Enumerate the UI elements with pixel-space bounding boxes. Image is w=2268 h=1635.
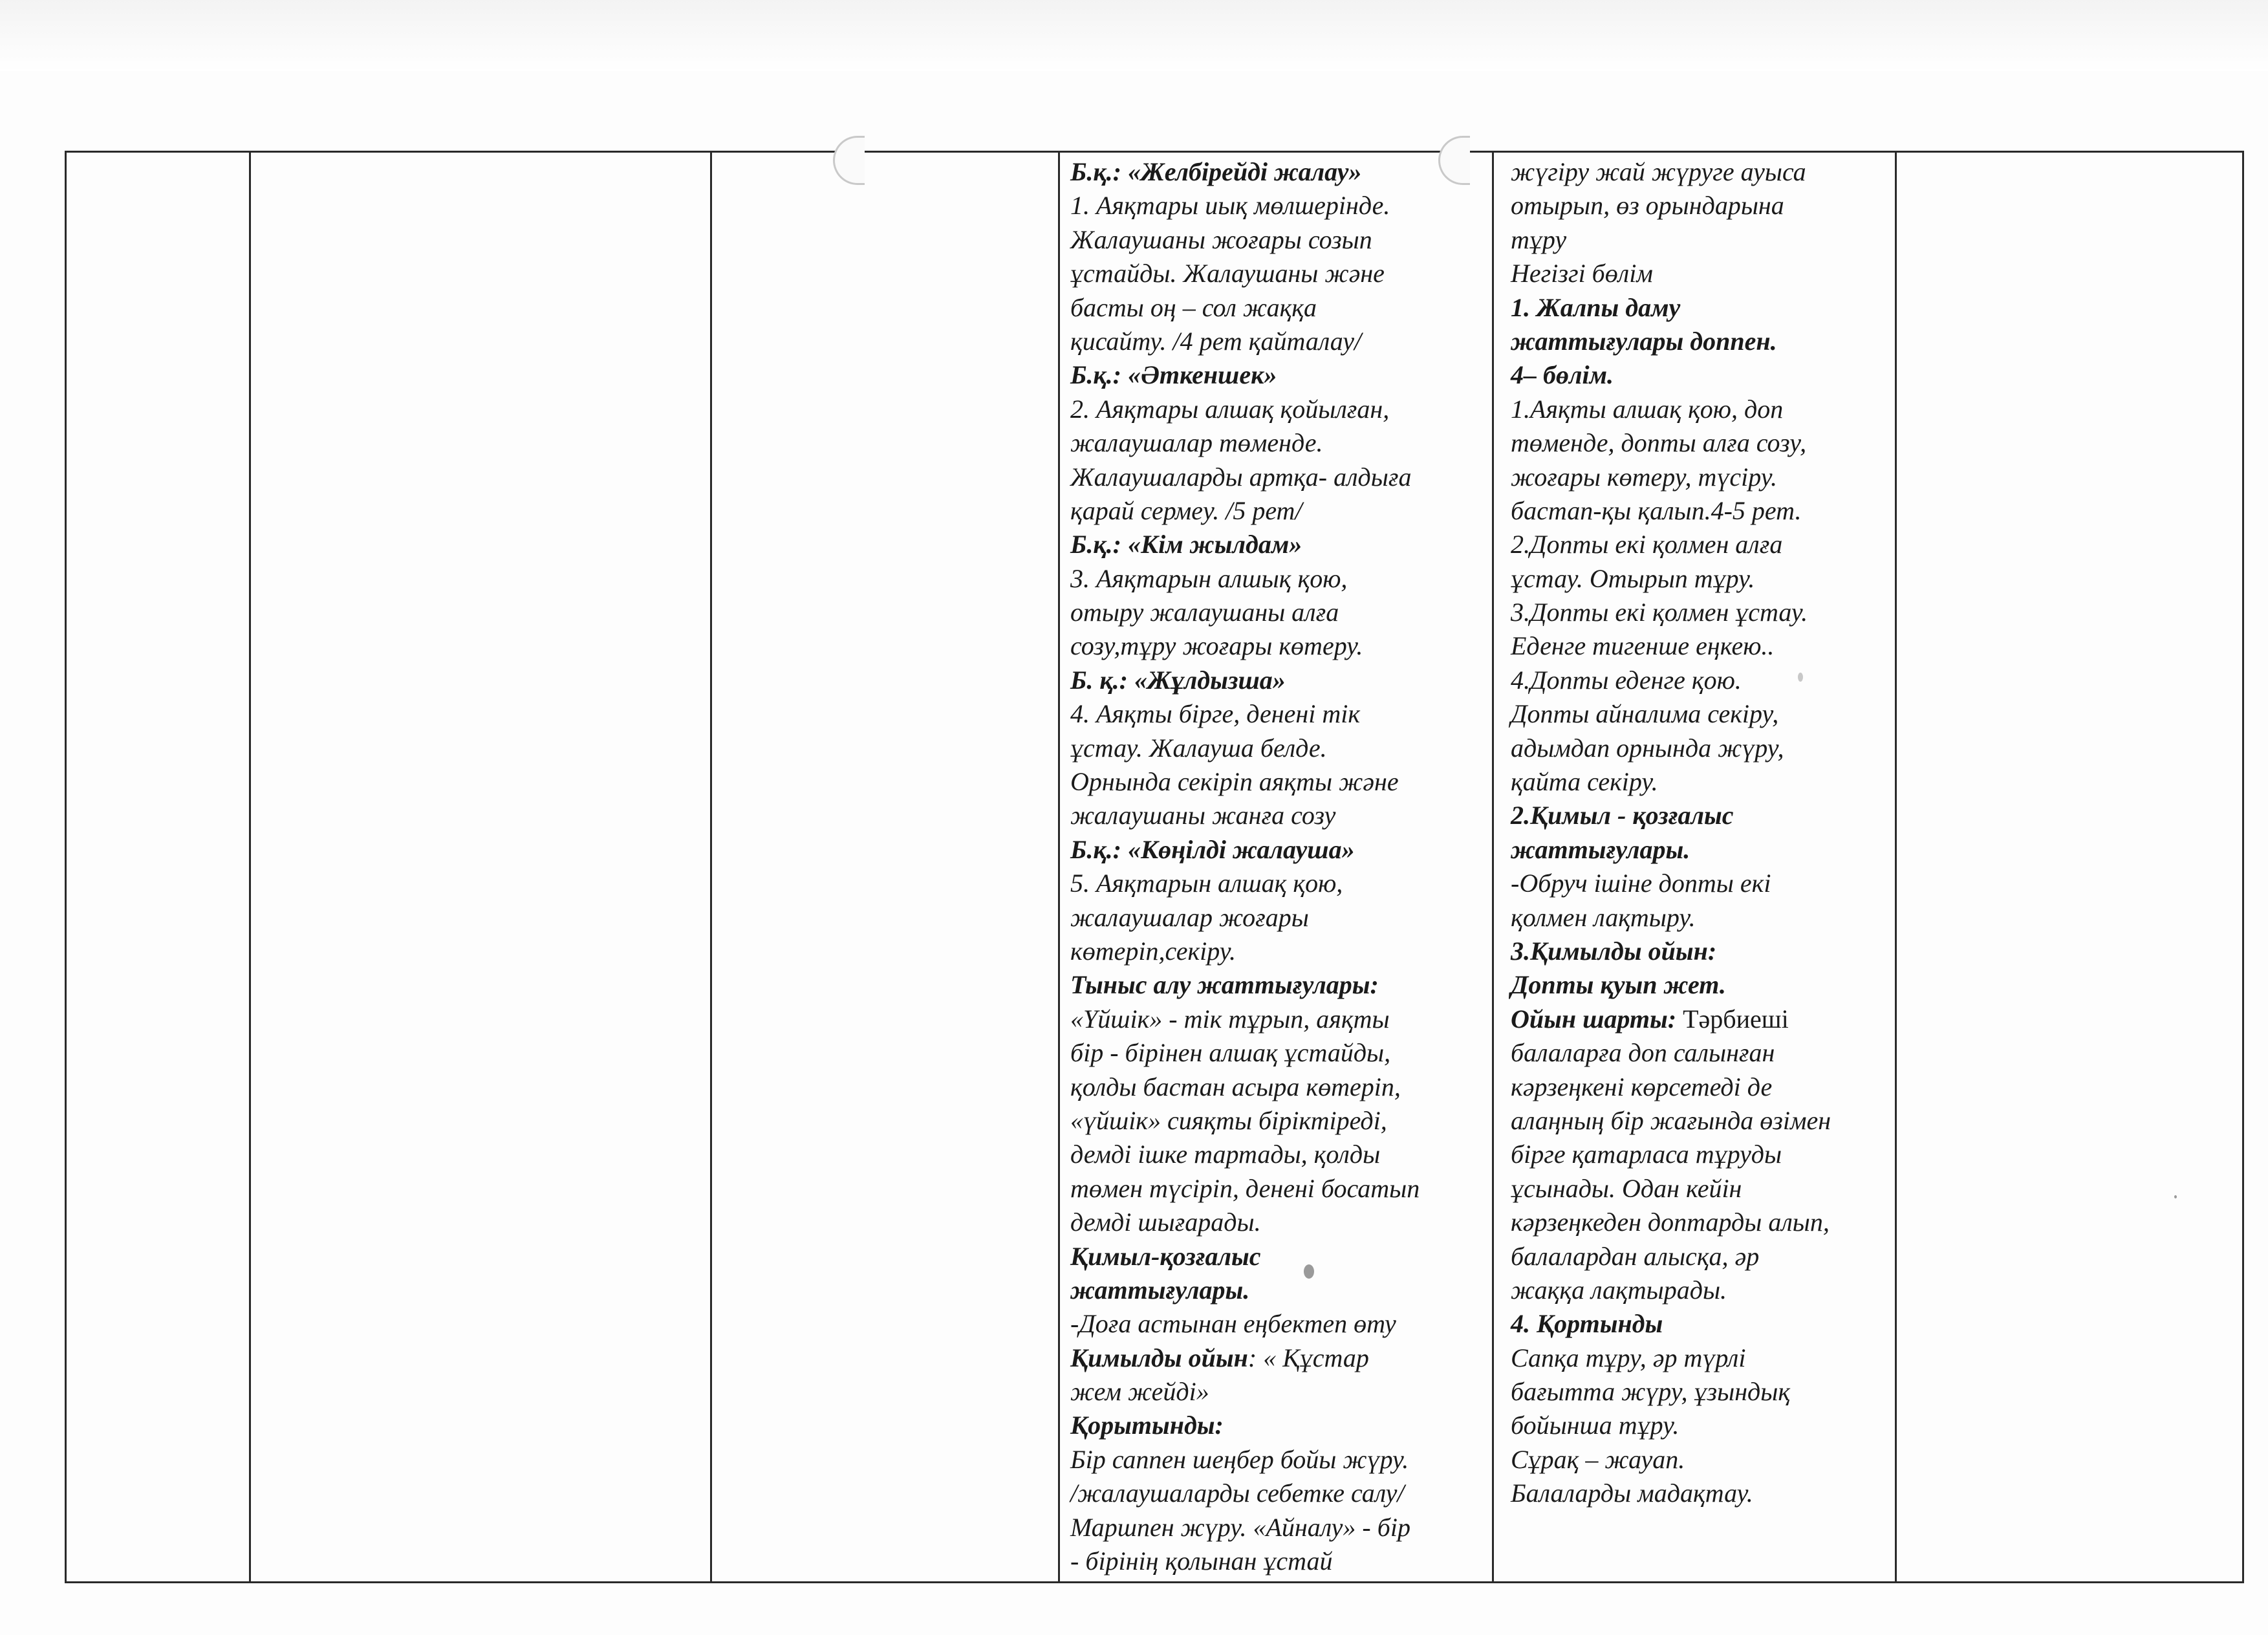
column5-line: кәрзеңкені көрсетеді де	[1511, 1072, 1773, 1101]
column5-line: Сұрақ – жауап.	[1511, 1444, 1685, 1474]
column5-line: Сапқа тұру, әр түрлі	[1511, 1343, 1746, 1372]
column4-line: -Доға астынан еңбектеп өту	[1070, 1309, 1396, 1339]
column5-line: балаларға доп салынған	[1511, 1038, 1775, 1068]
column5-line: 4– бөлім.	[1511, 360, 1614, 390]
bold-label: Ойын шарты:	[1511, 1004, 1677, 1034]
column4-line: Жалаушаларды артқа- алдыға	[1070, 462, 1412, 492]
column4-line: ұстау. Жалауша белде.	[1070, 733, 1327, 763]
column5-line: бастап-қы қалып.4-5 рет.	[1511, 495, 1802, 525]
column4-line: ұстайды. Жалаушаны және	[1070, 259, 1385, 288]
column5-line: Допты айналима секіру,	[1511, 699, 1779, 729]
column4-line: жаттығулары.	[1070, 1275, 1250, 1305]
column5-line: қайта секіру.	[1511, 767, 1658, 797]
scan-shadow	[0, 0, 2268, 71]
column5-line: кәрзеңкеден доптарды алып,	[1511, 1207, 1830, 1237]
column4-line: Қорытынды:	[1070, 1411, 1224, 1440]
column4-line: Б.қ.: «Көңілді жалауша»	[1070, 834, 1355, 864]
column5-line: қолмен лақтыру.	[1511, 902, 1696, 932]
column4-line: 2. Аяқтары алшақ қойылған,	[1070, 394, 1390, 424]
column4-line: 1. Аяқтары иық мөлшерінде.	[1070, 191, 1390, 221]
column4-line: жалаушалар төменде.	[1070, 428, 1323, 458]
column-divider-2	[710, 151, 712, 1583]
column5-line: ұсынады. Одан кейін	[1511, 1173, 1742, 1203]
column5-line: 1. Жалпы даму	[1511, 292, 1681, 322]
column4-line: қолды бастан асыра көтеріп,	[1070, 1072, 1401, 1101]
column-divider-5	[1895, 151, 1897, 1583]
column5-line: 4. Қортынды	[1511, 1309, 1663, 1339]
column5-line: -Обруч ішіне допты екі	[1511, 869, 1771, 898]
column4-line: Орнында секіріп аяқты және	[1070, 767, 1399, 797]
column-divider-4	[1492, 151, 1494, 1583]
column4-line: демді ішке тартады, қолды	[1070, 1140, 1381, 1169]
column4-line: бір - бірінен алшақ ұстайды,	[1070, 1038, 1391, 1068]
column5-line: жаттығулары.	[1511, 834, 1690, 864]
column4-line: Қимыл-қозғалыс	[1070, 1241, 1261, 1271]
bold-label: Қимылды ойын	[1070, 1343, 1248, 1372]
column5-line: 3.Допты екі қолмен ұстау.	[1511, 598, 1808, 627]
column4-line: 4. Аяқты бірге, денені тік	[1070, 699, 1361, 729]
column-5-lesson-content	[1511, 155, 1831, 1511]
column5-line: Негізгі бөлім	[1511, 259, 1653, 288]
column4-line: Б.қ.: «Әткеншек»	[1070, 360, 1277, 390]
column5-line: жаттығулары доппен.	[1511, 326, 1777, 356]
column5-line: бағытта жүру, ұзындық	[1511, 1377, 1791, 1407]
column4-line: /жалаушаларды себетке салу/	[1070, 1478, 1405, 1508]
column4-line: Б.қ.: «Желбірейді жалау»	[1070, 157, 1362, 186]
column4-line: жалаушаны жанға созу	[1070, 801, 1336, 830]
column5-line: отырып, өз орындарына	[1511, 191, 1784, 221]
column4-line: көтеріп,секіру.	[1070, 936, 1236, 966]
column4-line: Б. қ.: «Жұлдызша»	[1070, 665, 1286, 695]
column4-line: «Үйшік» - тік тұрып, аяқты	[1070, 1004, 1390, 1034]
column4-line: Б.қ.: «Кім жылдам»	[1070, 530, 1302, 559]
column4-line: қарай сермеу. /5 рет/	[1070, 495, 1302, 525]
column5-line: ұстау. Отырып тұру.	[1511, 563, 1755, 593]
column5-line: төменде, допты алға созу,	[1511, 428, 1807, 458]
column5-line: жүгіру жай жүруге ауыса	[1511, 157, 1806, 186]
column5-line: 3.Қимылды ойын:	[1511, 936, 1717, 966]
column-4-exercises	[1070, 155, 1420, 1578]
column4-line: жалаушалар жоғары	[1070, 902, 1309, 932]
column5-line: 1.Аяқты алшақ қою, доп	[1511, 394, 1784, 424]
column4-line: - бірінің қолынан ұстай	[1070, 1546, 1333, 1576]
column5-line: алаңның бір жағында өзімен	[1511, 1105, 1831, 1135]
column4-line: Маршпен жүру. «Айналу» - бір	[1070, 1512, 1410, 1542]
column4-line: 3. Аяқтарын алшық қою,	[1070, 563, 1348, 593]
column4-line: отыру жалаушаны алға	[1070, 598, 1339, 627]
column-divider-3	[1058, 151, 1060, 1583]
column5-line: 4.Допты еденге қою.	[1511, 665, 1742, 695]
column4-line: қисайту. /4 рет қайталау/	[1070, 326, 1362, 356]
column5-line: Еденге тигенше еңкею..	[1511, 631, 1775, 661]
column5-line: жоғары көтеру, түсіру.	[1511, 462, 1777, 492]
label-text: Тәрбиеші	[1676, 1004, 1789, 1034]
column5-line: Допты қуып жет.	[1511, 970, 1726, 1000]
column4-line: Тыныс алу жаттығулары:	[1070, 970, 1379, 1000]
column5-line: 2.Допты екі қолмен алға	[1511, 530, 1783, 559]
column4-line	[1070, 1341, 1420, 1375]
column5-line: бірге қатарласа тұруды	[1511, 1140, 1782, 1169]
column4-line: созу,тұру жоғары көтеру.	[1070, 631, 1363, 661]
column4-line: «үйшік» сияқты біріктіреді,	[1070, 1105, 1387, 1135]
column5-line	[1511, 1002, 1831, 1036]
column5-line: тұру	[1511, 224, 1567, 254]
column5-line: балалардан алысқа, әр	[1511, 1241, 1760, 1271]
column-divider-1	[249, 151, 251, 1583]
column4-line: жем жейді»	[1070, 1377, 1209, 1407]
scan-speck	[2174, 1195, 2177, 1198]
column4-line: Жалаушаны жоғары созып	[1070, 224, 1372, 254]
label-text: : « Құстар	[1247, 1343, 1369, 1372]
column5-line: Балаларды мадақтау.	[1511, 1478, 1753, 1508]
column4-line: 5. Аяқтарын алшақ қою,	[1070, 869, 1343, 898]
column4-line: басты оң – сол жаққа	[1070, 292, 1317, 322]
column4-line: төмен түсіріп, денені босатып	[1070, 1173, 1420, 1203]
column4-line: Бір саппен шеңбер бойы жүру.	[1070, 1444, 1409, 1474]
column5-line: жаққа лақтырады.	[1511, 1275, 1727, 1305]
column4-line: демді шығарады.	[1070, 1207, 1261, 1237]
column5-line: 2.Қимыл - қозғалыс	[1511, 801, 1734, 830]
column5-line: бойынша тұру.	[1511, 1411, 1679, 1440]
column5-line: адымдап орнында жүру,	[1511, 733, 1784, 763]
